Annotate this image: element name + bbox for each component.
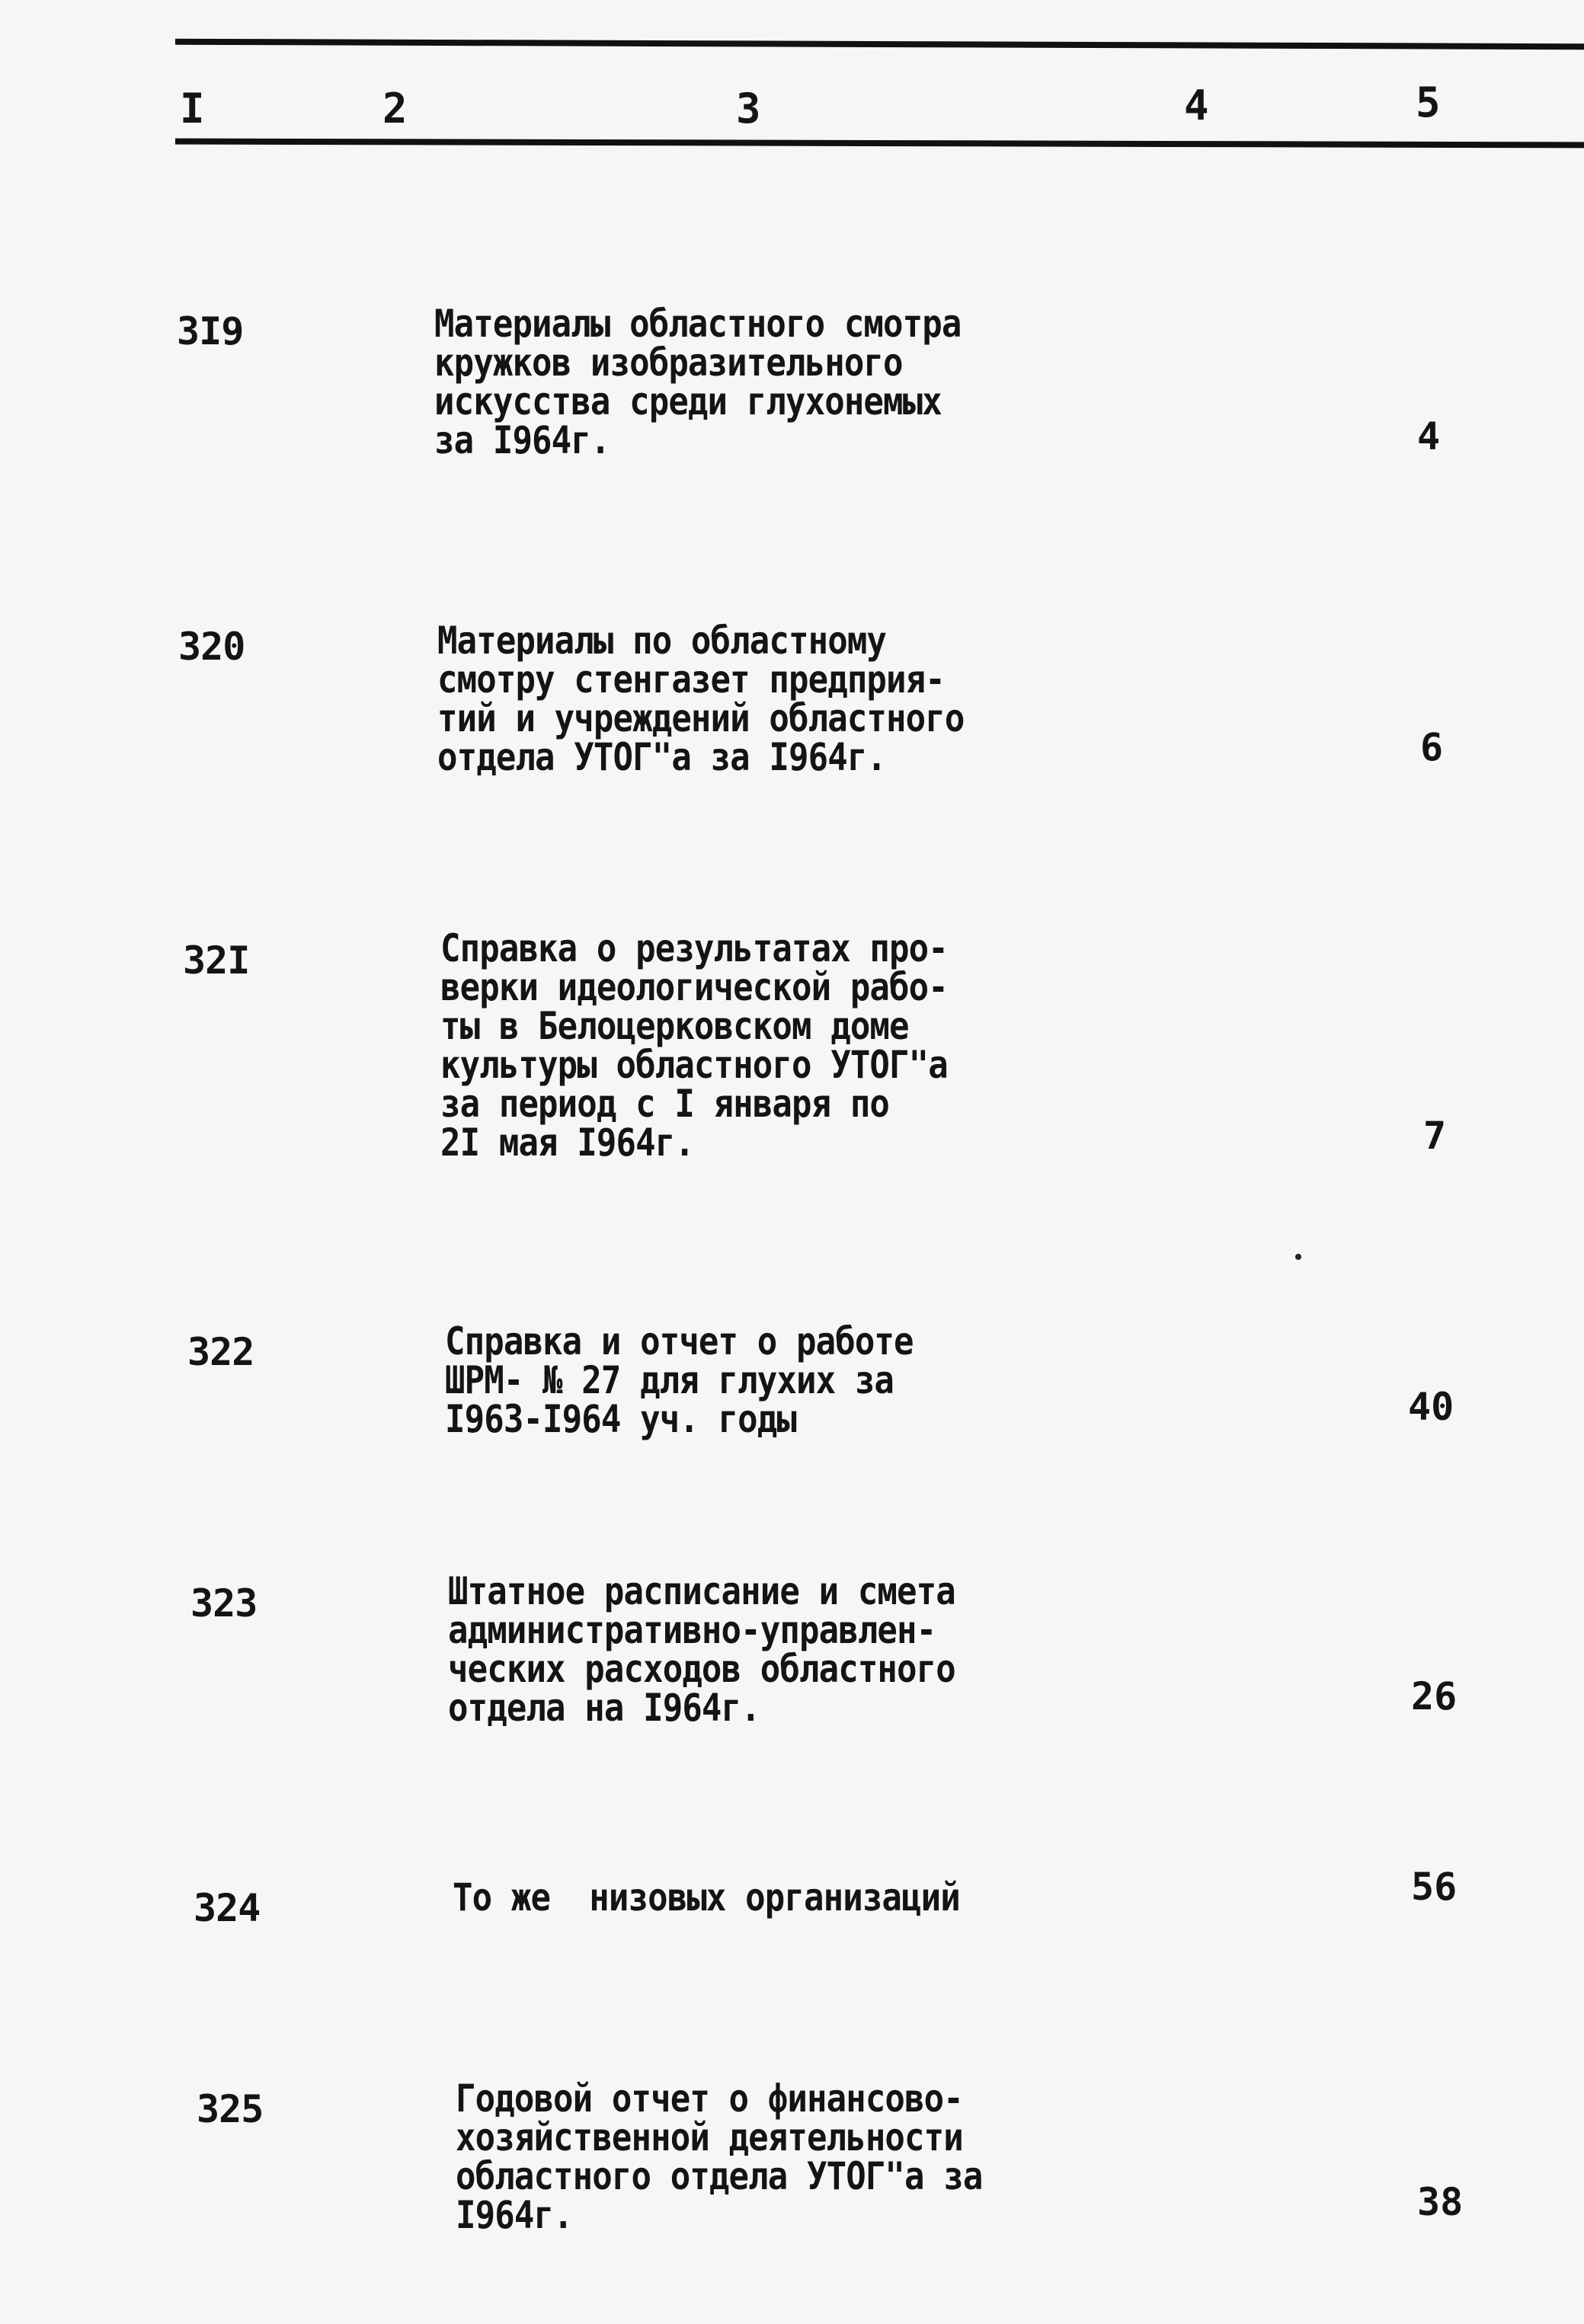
entry-description: Годовой отчет о финансово- хозяйственной деятельности областного отдела УТОГ"а за I964г.: [456, 2076, 983, 2237]
entry-page-count: 56: [1411, 1865, 1458, 1909]
column-header-4: 4: [1184, 82, 1209, 129]
column-header-1: I: [180, 85, 205, 133]
ink-speck: [1295, 1254, 1301, 1260]
column-header-2: 2: [382, 85, 408, 133]
entry-description: Справка о результатах про- верки идеологической рабо- ты в Белоцерковском доме культуры областного УТОГ"а за период с I января по 2I мая I964г.: [440, 926, 948, 1165]
entry-page-count: 4: [1417, 414, 1441, 459]
entry-page-count: 7: [1423, 1114, 1447, 1158]
entry-description: Штатное расписание и смета административно-управлен- ческих расходов областного отдела на I964г.: [448, 1569, 955, 1730]
entry-page-count: 40: [1408, 1385, 1454, 1429]
entry-page-count: 38: [1417, 2180, 1464, 2224]
entry-number: 320: [178, 625, 245, 669]
table-top-rule: [175, 39, 1584, 50]
entry-number: 323: [190, 1581, 258, 1626]
entry-description: Материалы по областному смотру стенгазет предприя- тий и учреждений областного отдела УТОГ"а за I964г.: [437, 619, 965, 779]
entry-number: 325: [197, 2087, 264, 2131]
entry-description: То же низовых организаций: [453, 1875, 960, 1920]
entry-description: Справка и отчет о работе ШРМ- № 27 для глухих за I963-I964 уч. годы: [445, 1319, 914, 1441]
entry-number: 32I: [183, 938, 250, 983]
column-header-3: 3: [736, 85, 761, 133]
entry-number: 322: [187, 1330, 254, 1374]
entry-page-count: 6: [1420, 725, 1444, 769]
column-header-5: 5: [1416, 78, 1441, 126]
entry-description: Материалы областного смотра кружков изобразительного искусства среди глухонемых за I964г.: [434, 302, 962, 462]
entry-number: 3I9: [177, 309, 244, 353]
entry-number: 324: [194, 1886, 261, 1930]
entry-page-count: 26: [1411, 1674, 1458, 1718]
table-header-rule: [175, 139, 1584, 149]
